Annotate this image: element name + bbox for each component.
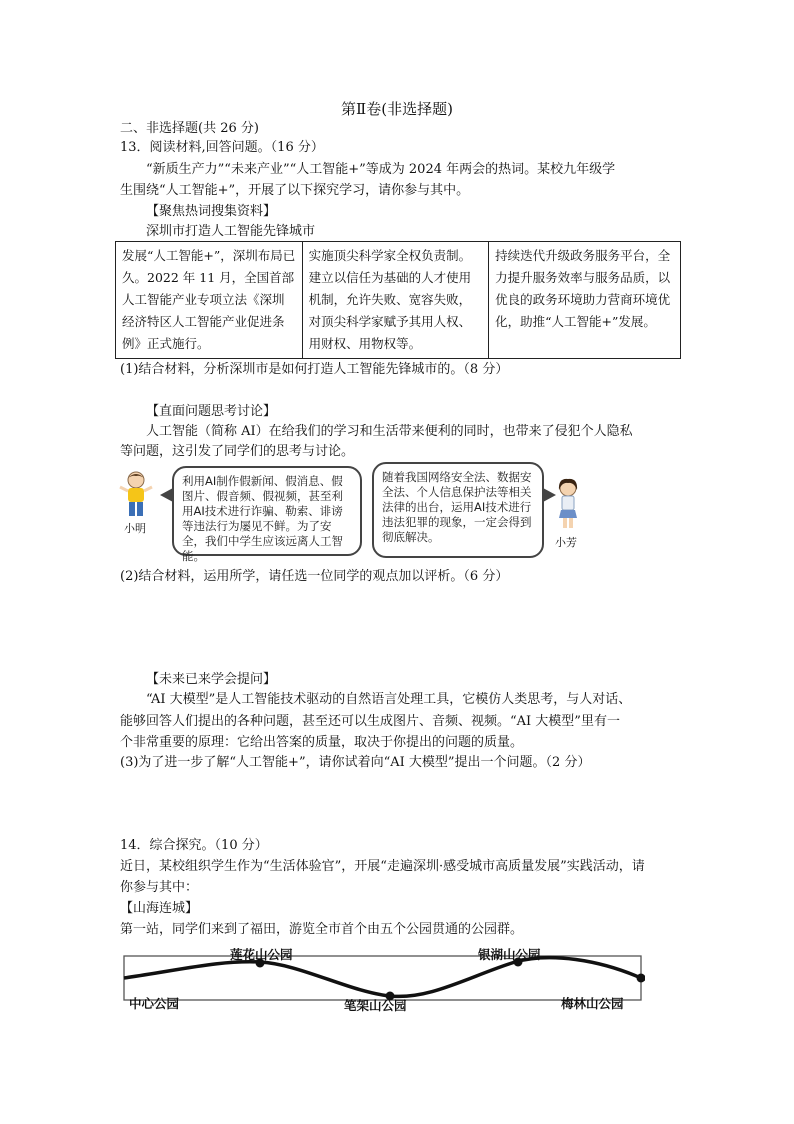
xiaofang-name: 小芳 — [555, 536, 577, 549]
material-cell-1: 发展“人工智能+”，深圳布局已久。2022 年 11 月，全国首部人工智能产业专项立法《深圳经济特区人工智能产业促进条例》正式施行。 — [116, 242, 303, 359]
q14-intro-line1: 近日，某校组织学生作为“生活体验官”，开展“走遍深圳·感受城市高质量发展”实践活动，请 — [120, 859, 645, 874]
park-label-bijiashan: 笔架山公园 — [344, 998, 407, 1013]
park-label-meilinshan: 梅林山公园 — [561, 996, 624, 1011]
q14-part1-text: 第一站，同学们来到了福田，游览全市首个由五个公园贯通的公园群。 — [120, 922, 524, 937]
xiaoming-illustration — [118, 470, 154, 520]
park-label-yinhushan: 银湖山公园 — [478, 947, 541, 962]
park-label-lianhuashan: 莲花山公园 — [230, 947, 293, 962]
q13-part3-line2: 能够回答人们提出的各种问题，甚至还可以生成图片、音频、视频。“AI 大模型”里有一 — [120, 714, 620, 729]
xiaofang-speech-bubble — [372, 462, 544, 558]
q13-part1-subtitle: 深圳市打造人工智能先锋城市 — [146, 224, 316, 239]
xiaofang-illustration — [552, 478, 584, 530]
q13-intro-line1: “新质生产力”“未来产业”“人工智能+”等成为 2024 年两会的热词。某校九年级学 — [146, 162, 616, 177]
section-heading: 二、非选择题(共 26 分) — [120, 121, 259, 136]
xiaofang-speech: 随着我国网络安全法、数据安全法、个人信息保护法等相关法律的出台，运用AI技术进行违法犯罪的现象，一定会得到彻底解决。 — [382, 470, 532, 544]
route-curve — [124, 958, 641, 997]
q13-part3-line1: “AI 大模型”是人工智能技术驱动的自然语言处理工具，它模仿人类思考，与人对话、 — [146, 692, 632, 707]
material-table — [115, 241, 681, 359]
q13-heading: 13．阅读材料,回答问题。（16 分） — [120, 140, 324, 155]
xiaoming-speech: 利用AI制作假新闻、假消息、假图片、假音频、假视频，甚至利用AI技术进行诈骗、勒索、诽谤等违法行为屡见不鲜。为了安全，我们中学生应该远离人工智能。 — [182, 474, 343, 563]
q13-intro-line2: 生围绕“人工智能+”，开展了以下探究学习，请你参与其中。 — [120, 183, 470, 198]
q13-part3-line3: 个非常重要的原理：它给出答案的质量，取决于你提出的问题的质量。 — [120, 735, 524, 750]
q13-question3: (3)为了进一步了解“人工智能+”，请你试着向“AI 大模型”提出一个问题。（2 分） — [120, 755, 591, 770]
q13-part2-line1: 人工智能（简称 AI）在给我们的学习和生活带来便利的同时，也带来了侵犯个人隐私 — [146, 424, 633, 439]
q14-heading: 14．综合探究。（10 分） — [120, 838, 268, 853]
q14-intro-line2: 你参与其中： — [120, 880, 199, 895]
xiaoming-name: 小明 — [124, 522, 146, 535]
q13-part2-title: 【直面问题思考讨论】 — [146, 404, 277, 419]
q13-part3-title: 【未来已来学会提问】 — [146, 672, 277, 687]
material-cell-3: 持续迭代升级政务服务平台，全力提升服务效率与服务品质，以优良的政务环境助力营商环境优化，助推“人工智能+”发展。 — [489, 242, 681, 359]
park-label-zhongxin: 中心公园 — [129, 996, 180, 1011]
q13-question2: (2)结合材料，运用所学，请任选一位同学的观点加以评析。（6 分） — [120, 569, 509, 584]
xiaoming-speech-bubble — [172, 466, 362, 563]
page-title: 第Ⅱ卷(非选择题) — [341, 100, 453, 118]
q14-part1-title: 【山海连城】 — [120, 901, 199, 916]
material-cell-2: 实施顶尖科学家全权负责制。建立以信任为基础的人才使用机制，允许失败、宽容失败，对顶尖科学家赋予其用人权、用财权、用物权等。 — [302, 242, 489, 359]
q13-question1: (1)结合材料，分析深圳市是如何打造人工智能先锋城市的。（8 分） — [120, 362, 509, 377]
q13-part1-title: 【聚焦热词搜集资料】 — [146, 204, 277, 219]
xiaoming-bubble-tail — [160, 488, 173, 502]
q13-part2-line2: 等问题，这引发了同学们的思考与讨论。 — [120, 444, 355, 459]
